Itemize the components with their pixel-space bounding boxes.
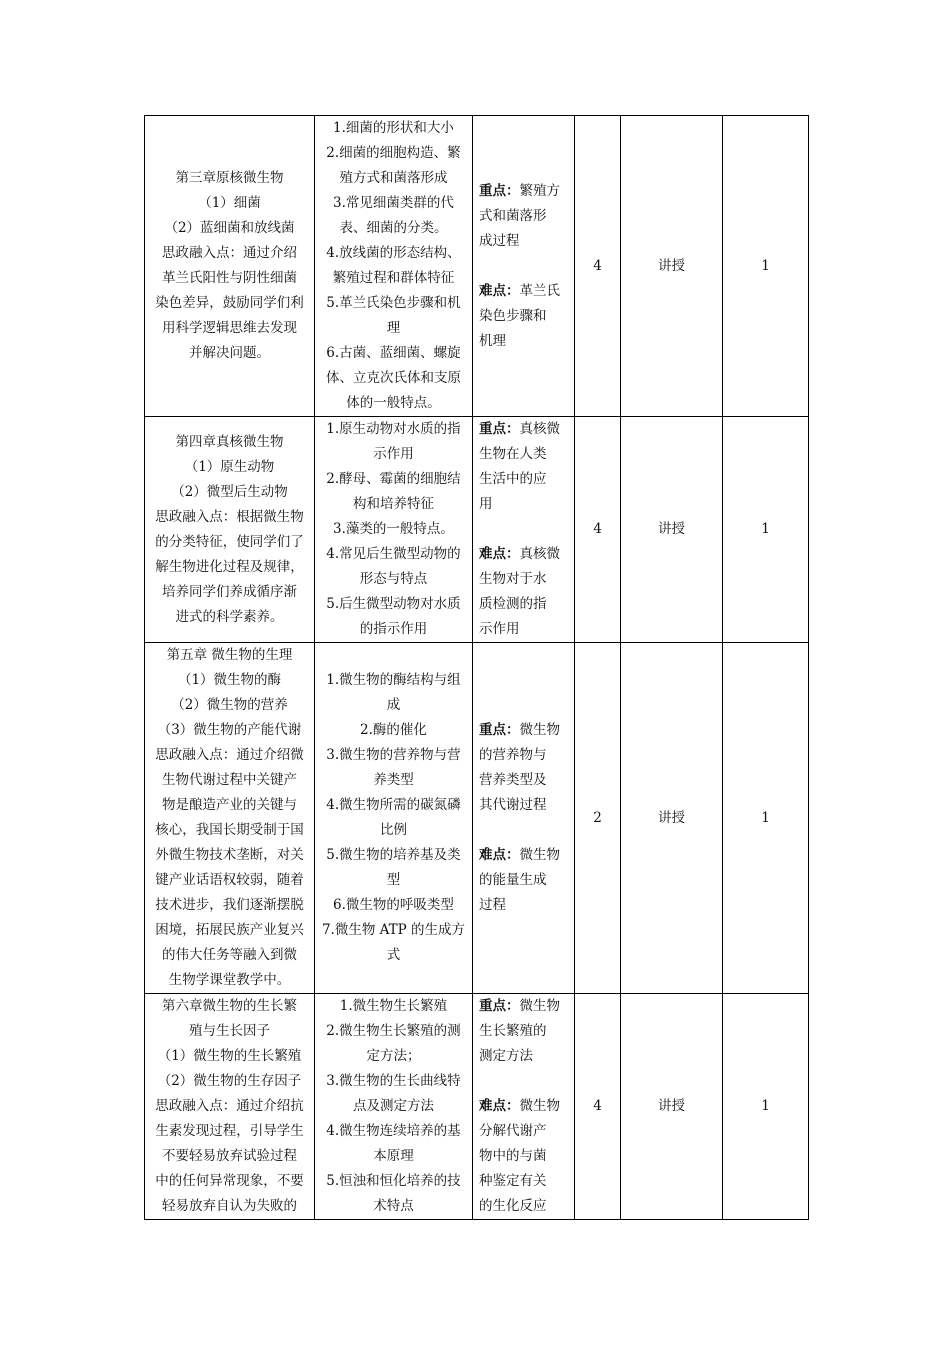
chapter-line: （2）微生物的生存因子 [157, 1073, 302, 1089]
key-point-line [479, 718, 568, 743]
method-cell: 讲授 [621, 994, 723, 1220]
chapter-line: 思政融入点：通过介绍抗 [155, 1098, 304, 1114]
hours-cell: 4 [575, 116, 621, 417]
key-point-label: 重点： [479, 421, 520, 437]
content-line: 术特点 [373, 1198, 414, 1214]
content-line: 7.微生物 ATP 的生成方 [321, 922, 466, 938]
content-line: 1.微生物生长繁殖 [339, 998, 448, 1014]
key-points-cell [473, 417, 575, 643]
chapter-line: 培养同学们养成循序渐 [162, 583, 297, 600]
chapter-line: 生素发现过程，引导学生 [155, 1123, 304, 1139]
content-cell [315, 116, 473, 417]
difficulty-line: 物中的与菌 [479, 1148, 547, 1164]
label-text: 真核微 [519, 546, 560, 562]
chapter-line: 生物学课堂教学中。 [168, 972, 291, 988]
content-line: 3.微生物的生长曲线特 [326, 1073, 461, 1089]
content-cell [315, 417, 473, 643]
chapter-line: 键产业话语权较弱，随着 [155, 872, 304, 888]
key-point-line: 的营养物与 [479, 747, 547, 763]
difficulty-line: 染色步骤和 [479, 307, 547, 324]
difficulty-line [479, 843, 568, 868]
chapter-line: 第五章 微生物的生理 [166, 647, 293, 663]
content-line: 繁殖过程和群体特征 [332, 270, 455, 286]
key-point-line: 生长繁殖的 [479, 1023, 547, 1039]
chapter-line: 第四章真核微生物 [175, 433, 284, 450]
content-line: 示作用 [373, 446, 414, 462]
key-point-line: 式和菌落形 [479, 207, 547, 224]
key-point-line [479, 417, 568, 442]
key-point-line [479, 179, 568, 204]
content-line: 1.原生动物对水质的指 [326, 421, 461, 437]
difficulty-line: 种鉴定有关 [479, 1173, 547, 1189]
spacer [479, 818, 568, 843]
chapter-line: 的分类特征，使同学们了 [155, 533, 304, 550]
content-line: 点及测定方法 [353, 1098, 434, 1114]
method-cell: 讲授 [621, 116, 723, 417]
key-point-label: 重点： [479, 182, 520, 199]
hours-cell: 4 [575, 994, 621, 1220]
label-text: 繁殖方 [519, 182, 560, 199]
hours-cell: 4 [575, 417, 621, 643]
content-line: 3.微生物的营养物与营 [326, 747, 461, 763]
key-point-line: 用 [479, 496, 493, 512]
table-row [145, 994, 809, 1220]
chapter-line: 染色差异，鼓励同学们利 [155, 295, 304, 311]
key-point-label: 重点： [479, 998, 520, 1014]
chapter-cell [145, 994, 315, 1220]
content-line: 成 [386, 697, 401, 713]
content-line: 1.微生物的酶结构与组 [326, 672, 461, 688]
chapter-line: （1）微生物的生长繁殖 [157, 1048, 302, 1064]
content-line: 4.微生物所需的碳氮磷 [326, 797, 461, 813]
content-line: 式 [386, 947, 401, 963]
table-row [145, 417, 809, 643]
table-row [145, 643, 809, 994]
hours-cell: 2 [575, 643, 621, 994]
key-points-cell [473, 643, 575, 994]
chapter-line: （2）蓝细菌和放线菌 [164, 220, 295, 236]
weight-cell: 1 [723, 994, 809, 1220]
content-line: 4.常见后生微型动物的 [326, 546, 461, 562]
chapter-cell [145, 643, 315, 994]
chapter-line: 思政融入点：通过介绍 [162, 245, 297, 261]
table-row [145, 116, 809, 417]
content-line: 2.酶的催化 [360, 722, 427, 738]
chapter-line: 技术进步，我们逐渐摆脱 [155, 897, 304, 913]
content-line: 体、立克次氏体和支原 [326, 370, 461, 386]
content-line: 形态与特点 [359, 571, 428, 587]
spacer [479, 254, 568, 279]
difficulty-line [479, 1094, 568, 1119]
chapter-line: 用科学逻辑思维去发现 [162, 320, 297, 336]
key-point-line: 成过程 [479, 232, 520, 249]
content-line: 4.放线菌的形态结构、 [326, 245, 461, 261]
difficulty-label: 难点： [479, 546, 520, 562]
weight-cell: 1 [723, 116, 809, 417]
difficulty-line: 质检测的指 [479, 596, 547, 612]
content-line: 2.微生物生长繁殖的测 [326, 1023, 461, 1039]
chapter-line: 革兰氏阳性与阴性细菌 [162, 270, 297, 286]
difficulty-line: 过程 [479, 897, 506, 913]
chapter-line: （2）微生物的营养 [171, 697, 288, 713]
chapter-line: 中的任何异常现象，不要 [155, 1173, 304, 1189]
content-line: 5.革兰氏染色步骤和机 [326, 295, 461, 311]
label-text: 微生物 [519, 1098, 560, 1114]
chapter-line: （3）微生物的产能代谢 [157, 722, 302, 738]
content-line: 的指示作用 [359, 621, 428, 637]
difficulty-line: 机理 [479, 332, 506, 349]
content-line: 6.微生物的呼吸类型 [333, 897, 454, 913]
chapter-line: 困境，拓展民族产业复兴 [155, 922, 304, 938]
chapter-line: 解生物进化过程及规律， [155, 558, 304, 575]
content-line: 3.藻类的一般特点。 [333, 521, 454, 537]
chapter-line: 并解决问题。 [189, 345, 270, 361]
difficulty-line [479, 542, 568, 567]
difficulty-label: 难点： [479, 282, 520, 299]
content-line: 6.古菌、蓝细菌、螺旋 [326, 345, 461, 361]
chapter-line: 核心，我国长期受制于国 [155, 822, 304, 838]
chapter-line: 第三章原核微生物 [175, 170, 284, 186]
key-point-label: 重点： [479, 722, 520, 738]
content-line: 构和培养特征 [353, 496, 434, 512]
content-line: 定方法； [366, 1048, 421, 1064]
content-line: 殖方式和菌落形成 [339, 170, 448, 186]
chapter-line: （2）微型后生动物 [171, 483, 288, 500]
content-line: 养类型 [373, 772, 414, 788]
chapter-line: 不要轻易放弃试验过程 [162, 1148, 297, 1164]
chapter-line: 的伟大任务等融入到微 [162, 947, 297, 963]
difficulty-line: 示作用 [479, 621, 520, 637]
label-text: 微生物 [519, 998, 560, 1014]
content-line: 2.细菌的细胞构造、繁 [326, 145, 461, 161]
chapter-line: 进式的科学素养。 [175, 608, 284, 625]
key-point-line: 营养类型及 [479, 772, 547, 788]
method-cell: 讲授 [621, 417, 723, 643]
key-point-line: 生物在人类 [479, 446, 547, 462]
content-line: 型 [386, 872, 401, 888]
difficulty-line: 分解代谢产 [479, 1123, 547, 1139]
content-line: 2.酵母、霉菌的细胞结 [326, 471, 461, 487]
difficulty-label: 难点： [479, 1098, 520, 1114]
chapter-cell [145, 116, 315, 417]
chapter-line: 外微生物技术垄断，对关 [155, 847, 304, 863]
content-line: 表、细菌的分类。 [339, 220, 448, 236]
content-line: 3.常见细菌类群的代 [333, 195, 454, 211]
chapter-line: 第六章微生物的生长繁 [162, 998, 297, 1014]
content-cell [315, 643, 473, 994]
chapter-line: （1）微生物的酶 [177, 672, 282, 688]
content-line: 4.微生物连续培养的基 [326, 1123, 461, 1139]
chapter-line: （1）原生动物 [184, 458, 275, 475]
difficulty-line [479, 279, 568, 304]
key-point-line [479, 994, 568, 1019]
difficulty-line: 的能量生成 [479, 872, 547, 888]
key-points-cell [473, 994, 575, 1220]
spacer [479, 1069, 568, 1094]
chapter-line: 思政融入点：通过介绍微 [155, 747, 304, 763]
content-cell [315, 994, 473, 1220]
label-text: 微生物 [519, 847, 560, 863]
chapter-line: 物是酿造产业的关键与 [162, 797, 297, 813]
difficulty-line: 生物对于水 [479, 571, 547, 587]
key-point-line: 其代谢过程 [479, 797, 547, 813]
weight-cell: 1 [723, 643, 809, 994]
key-points-cell [473, 116, 575, 417]
content-line: 5.后生微型动物对水质 [326, 596, 461, 612]
key-point-line: 生活中的应 [479, 471, 547, 487]
content-line: 体的一般特点。 [346, 395, 441, 411]
chapter-line: 轻易放弃自认为失败的 [162, 1198, 297, 1214]
chapter-line: 生物代谢过程中关键产 [162, 772, 297, 788]
chapter-cell [145, 417, 315, 643]
chapter-line: （1）细菌 [198, 195, 261, 211]
content-line: 5.微生物的培养基及类 [326, 847, 461, 863]
chapter-line: 殖与生长因子 [189, 1023, 270, 1039]
content-line: 1.细菌的形状和大小 [333, 120, 454, 136]
method-cell: 讲授 [621, 643, 723, 994]
key-point-line: 测定方法 [479, 1048, 533, 1064]
content-line: 本原理 [373, 1148, 414, 1164]
difficulty-label: 难点： [479, 847, 520, 863]
chapter-line: 思政融入点：根据微生物 [155, 508, 304, 525]
content-line: 5.恒浊和恒化培养的技 [326, 1173, 461, 1189]
difficulty-line: 的生化反应 [479, 1198, 547, 1214]
weight-cell: 1 [723, 417, 809, 643]
spacer [479, 517, 568, 542]
content-line: 理 [386, 320, 401, 336]
syllabus-table [144, 115, 809, 1220]
label-text: 革兰氏 [519, 282, 560, 299]
label-text: 真核微 [519, 421, 560, 437]
label-text: 微生物 [519, 722, 560, 738]
content-line: 比例 [380, 822, 407, 838]
